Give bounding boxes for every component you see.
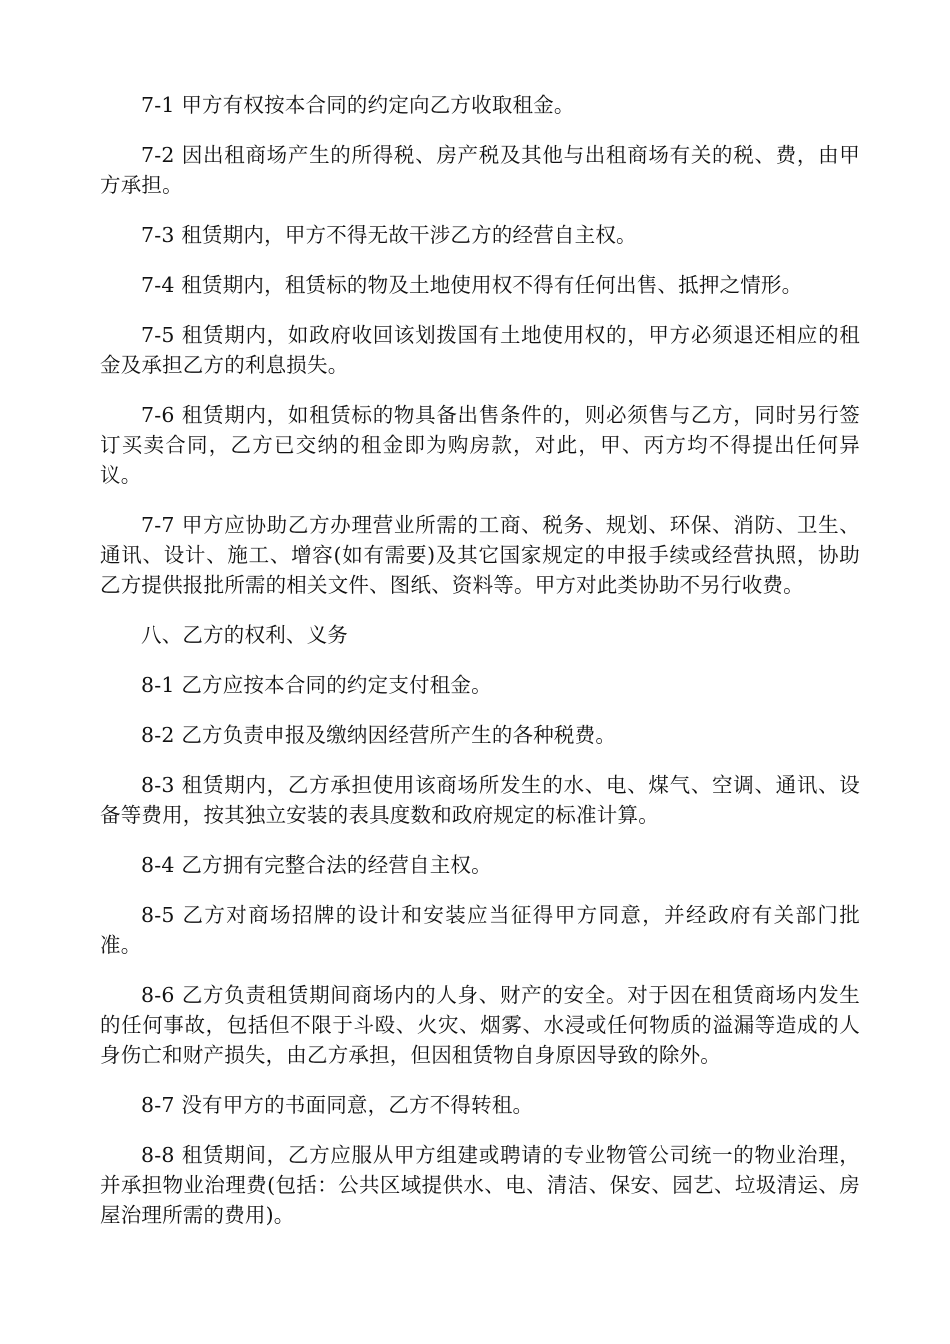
- clause-8-6: 8-6 乙方负责租赁期间商场内的人身、财产的安全。对于因在租赁商场内发生的任何事故，包括但不限于斗殴、火灾、烟雾、水浸或任何物质的溢漏等造成的人身伤亡和财产损失，由乙方承担，但因租赁物自身原因导致的除外。: [100, 983, 860, 1067]
- section-heading-8: 八、乙方的权利、义务: [141, 623, 348, 647]
- clause-8-8: 8-8 租赁期间，乙方应服从甲方组建或聘请的专业物管公司统一的物业治理，并承担物业治理费(包括：公共区域提供水、电、清洁、保安、园艺、垃圾清运、房屋治理所需的费用)。: [100, 1143, 860, 1227]
- clause-8-2: 8-2 乙方负责申报及缴纳因经营所产生的各种税费。: [141, 723, 617, 747]
- clause-8-4: 8-4 乙方拥有完整合法的经营自主权。: [141, 853, 492, 877]
- clause-8-7: 8-7 没有甲方的书面同意，乙方不得转租。: [141, 1093, 534, 1117]
- clause-7-4: 7-4 租赁期内，租赁标的物及土地使用权不得有任何出售、抵押之情形。: [141, 273, 803, 297]
- clause-8-1: 8-1 乙方应按本合同的约定支付租金。: [141, 673, 492, 697]
- clause-8-5: 8-5 乙方对商场招牌的设计和安装应当征得甲方同意，并经政府有关部门批准。: [100, 903, 860, 957]
- clause-8-3: 8-3 租赁期内，乙方承担使用该商场所发生的水、电、煤气、空调、通讯、设备等费用，按其独立安装的表具度数和政府规定的标准计算。: [100, 773, 860, 827]
- clause-7-5: 7-5 租赁期内，如政府收回该划拨国有土地使用权的，甲方必须退还相应的租金及承担乙方的利息损失。: [100, 323, 860, 377]
- clause-7-1: 7-1 甲方有权按本合同的约定向乙方收取租金。: [141, 93, 575, 117]
- clause-7-7: 7-7 甲方应协助乙方办理营业所需的工商、税务、规划、环保、消防、卫生、通讯、设计、施工、增容(如有需要)及其它国家规定的申报手续或经营执照，协助乙方提供报批所需的相关文件、图纸、资料等。甲方对此类协助不另行收费。: [100, 513, 860, 597]
- clause-7-3: 7-3 租赁期内，甲方不得无故干涉乙方的经营自主权。: [141, 223, 637, 247]
- clause-7-6: 7-6 租赁期内，如租赁标的物具备出售条件的，则必须售与乙方，同时另行签订买卖合同，乙方已交纳的租金即为购房款，对此，甲、丙方均不得提出任何异议。: [100, 403, 860, 487]
- clause-7-2: 7-2 因出租商场产生的所得税、房产税及其他与出租商场有关的税、费，由甲方承担。: [100, 143, 860, 197]
